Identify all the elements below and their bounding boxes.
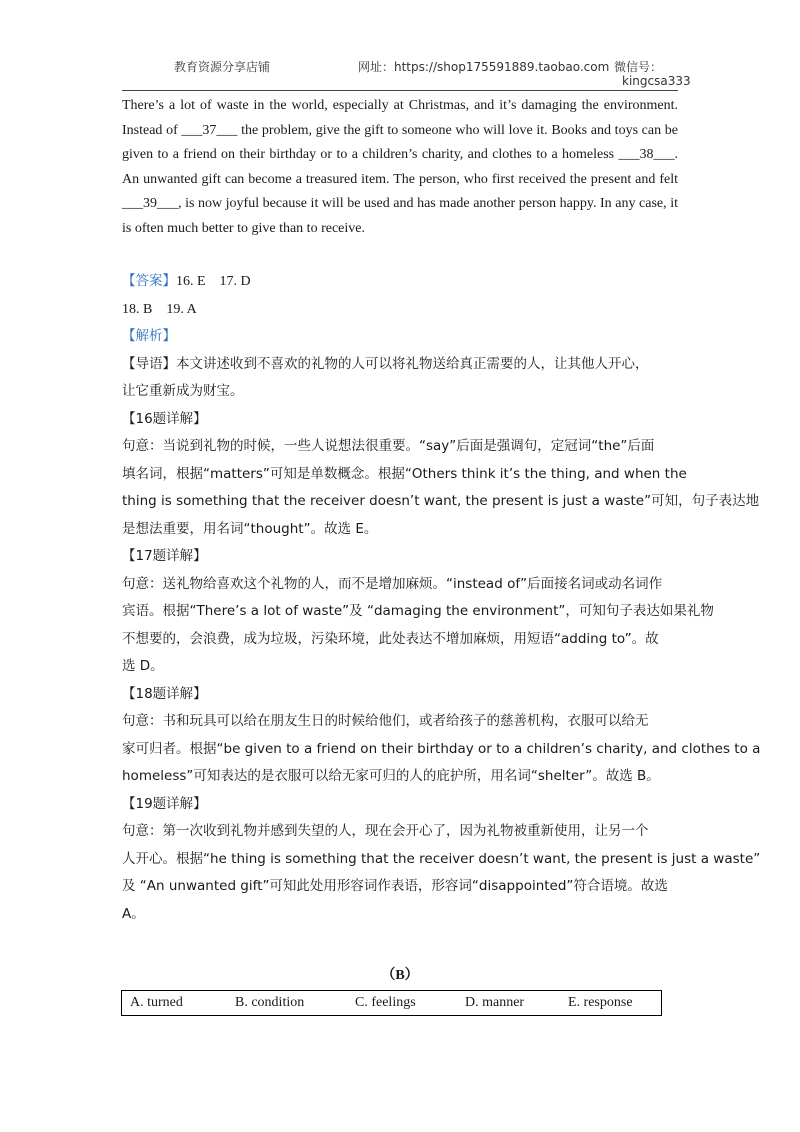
q16-line-4: 是想法重要，用名词“thought”。故选 E。: [122, 520, 378, 537]
q17-line-3: 不想要的，会浪费，成为垃圾，污染环境，此处表达不增加麻烦，用短语“adding to”。故: [122, 630, 659, 647]
q18-line-3: homeless”可知表达的是衣服可以给无家可归的人的庇护所，用名词“shelter”。故选 B。: [122, 768, 660, 784]
analysis-label: 【解析】: [122, 328, 176, 344]
word-option-c: C. feelings: [355, 995, 416, 1010]
q19-line-2: 人开心。根据“he thing is something that the receiver doesn’t want, the present is just a waste”: [122, 850, 761, 867]
shop-name: 教育资源分享店铺: [174, 60, 271, 74]
q16-line-1: 句意：当说到礼物的时候，一些人说想法很重要。“say”后面是强调句，定冠词“the”后面: [122, 438, 655, 454]
word-option-d: D. manner: [465, 995, 525, 1010]
page-header: [122, 56, 691, 88]
passage-paragraph: There’s a lot of waste in the world, especially at Christmas, and it’s damaging the environment. Instead of ___37___ the problem, give the gift to someone who will love it. Books and toys can be given to a friend on their birthday or to a children’s charity, and clothes to a homeless ___38___. An unwanted gift can become a treasured item. The person, who first received the present and felt ___39___, is now joyful because it will be used and has made another person happy. In any case, it is often much better to give than to receive.: [122, 98, 678, 236]
q17-line-2: 宾语。根据“There’s a lot of waste”及 “damaging the environment”，可知句子表达如果礼物: [122, 603, 714, 619]
q17-line-1: 句意：送礼物给喜欢这个礼物的人，而不是增加麻烦。“instead of”后面接名词或动名词作: [122, 575, 663, 592]
passage: [122, 94, 678, 242]
word-bank: [121, 990, 662, 1016]
q18-line-2: 家可归者。根据“be given to a friend on their birthday or to a children’s charity, and clothes to a: [122, 740, 761, 757]
shop-url[interactable]: 网址：https://shop175591889.taobao.com: [358, 60, 610, 74]
q16-line-2: 填名词，根据“matters”可知是单数概念。根据“Others think it’s the thing, and when the: [122, 465, 687, 482]
wechat-label: 微信号：: [614, 60, 663, 74]
answer-label: 【答案】: [122, 273, 176, 289]
wechat-id: kingcsa333: [622, 74, 691, 88]
q19-line-3: 及 “An unwanted gift”可知此处用形容词作表语，形容词“disappointed”符合语境。故选: [122, 878, 668, 894]
guide-line-1: 【导语】本文讲述收到不喜欢的礼物的人可以将礼物送给真正需要的人，让其他人开心，: [122, 355, 649, 372]
word-option-a: A. turned: [130, 995, 183, 1010]
q18-line-1: 句意：书和玩具可以给在朋友生日的时候给他们，或者给孩子的慈善机构，衣服可以给无: [122, 713, 649, 729]
word-option-e: E. response: [568, 995, 633, 1010]
answer-values-1: 16. E 17. D: [176, 274, 251, 289]
q19-line-4: A。: [122, 905, 145, 922]
answer-line-1: [122, 268, 678, 296]
q19-title: 【19题详解】: [122, 795, 207, 812]
q16-line-3: thing is something that the receiver doesn’t want, the present is just a waste”可知，句子表达地: [122, 493, 760, 509]
answer-line-2: 18. B 19. A: [122, 301, 197, 317]
q16-title: 【16题详解】: [122, 410, 207, 427]
guide-line-2: 让它重新成为财宝。: [122, 383, 244, 399]
answer-analysis: [122, 268, 761, 928]
q19-line-1: 句意：第一次收到礼物并感到失望的人，现在会开心了，因为礼物被重新使用，让另一个: [122, 823, 649, 839]
q17-title: 【17题详解】: [122, 548, 207, 564]
section-b-title: （B）: [381, 968, 419, 983]
word-option-b: B. condition: [235, 995, 305, 1010]
q18-title: 【18题详解】: [122, 685, 207, 702]
header-divider: [122, 90, 678, 91]
q17-line-4: 选 D。: [122, 658, 164, 674]
